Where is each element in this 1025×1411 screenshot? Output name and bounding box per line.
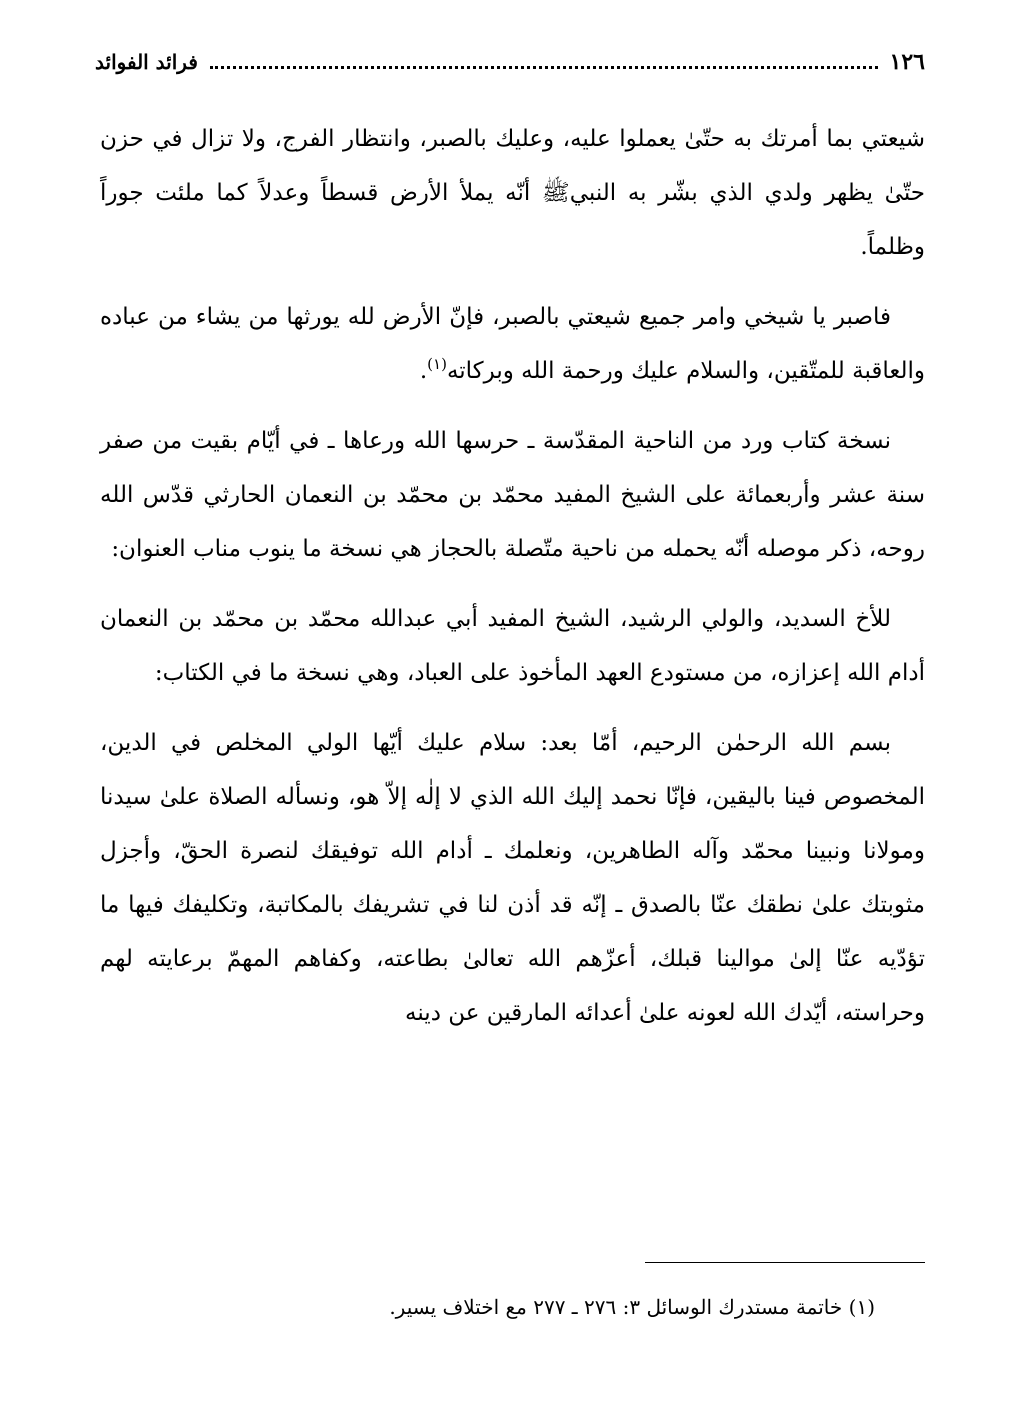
running-header (95, 42, 925, 82)
paragraph-5 (100, 716, 925, 1040)
paragraph-1-text: شيعتي بما أمرتك به حتّىٰ يعملوا عليه، وعليك بالصبر، وانتظار الفرج، ولا تزال في حزن حتّىٰ يظهر ولدي الذي بشّر به النبيﷺ أنّه يملأ الأرض قسطاً وعدلاً كما ملئت جوراً وظلماً. (100, 126, 925, 260)
header-leader-dots (210, 66, 878, 69)
footnote-reference[interactable]: (١) (427, 355, 447, 373)
paragraph-1 (100, 112, 925, 274)
footnote-text: (١) خاتمة مستدرك الوسائل ٣: ٢٧٦ ـ ٢٧٧ مع اختلاف يسير. (389, 1295, 875, 1319)
paragraph-2-text: فاصبر يا شيخي وامر جميع شيعتي بالصبر، فإنّ الأرض لله يورثها من يشاء من عباده والعاقبة للمتّقين، والسلام عليك ورحمة الله وبركاته (100, 304, 925, 384)
footnote (250, 1290, 875, 1324)
footnote-divider (645, 1262, 925, 1263)
paragraph-2 (100, 290, 925, 398)
paragraph-5-text: بسم الله الرحمٰن الرحيم، أمّا بعد: سلام عليك أيّها الولي المخلص في الدين، المخصوص فينا باليقين، فإنّا نحمد إليك الله الذي لا إلٰه إلاّ هو، ونسأله الصلاة علىٰ سيدنا ومولانا ونبينا محمّد وآله الطاهرين، ونعلمك ـ أدام الله توفيقك لنصرة الحقّ، وأجزل مثوبتك علىٰ نطقك عنّا بالصدق ـ إنّه قد أذن لنا في تشريفك بالمكاتبة، وتكليفك فيها ما تؤدّيه عنّا إلىٰ موالينا قبلك، أعزّهم الله تعالىٰ بطاعته، وكفاهم المهمّ برعايته لهم وحراسته، أيّدك الله لعونه علىٰ أعدائه المارقين عن دينه (100, 730, 925, 1026)
paragraph-4-text: للأخ السديد، والولي الرشيد، الشيخ المفيد أبي عبدالله محمّد بن محمّد بن النعمان أدام الله إعزازه، من مستودع العهد المأخوذ على العباد، وهي نسخة ما في الكتاب: (100, 606, 925, 686)
main-text (100, 112, 925, 1056)
paragraph-3-text: نسخة كتاب ورد من الناحية المقدّسة ـ حرسها الله ورعاها ـ في أيّام بقيت من صفر سنة عشر وأربعمائة على الشيخ المفيد محمّد بن محمّد بن النعمان الحارثي قدّس الله روحه، ذكر موصله أنّه يحمله من ناحية متّصلة بالحجاز هي نسخة ما ينوب مناب العنوان: (100, 428, 925, 562)
paragraph-2-tail: . (419, 358, 428, 384)
paragraph-3 (100, 414, 925, 576)
book-title: فرائد الفوائد (95, 50, 198, 74)
paragraph-4 (100, 592, 925, 700)
page-number: ١٢٦ (889, 49, 925, 75)
